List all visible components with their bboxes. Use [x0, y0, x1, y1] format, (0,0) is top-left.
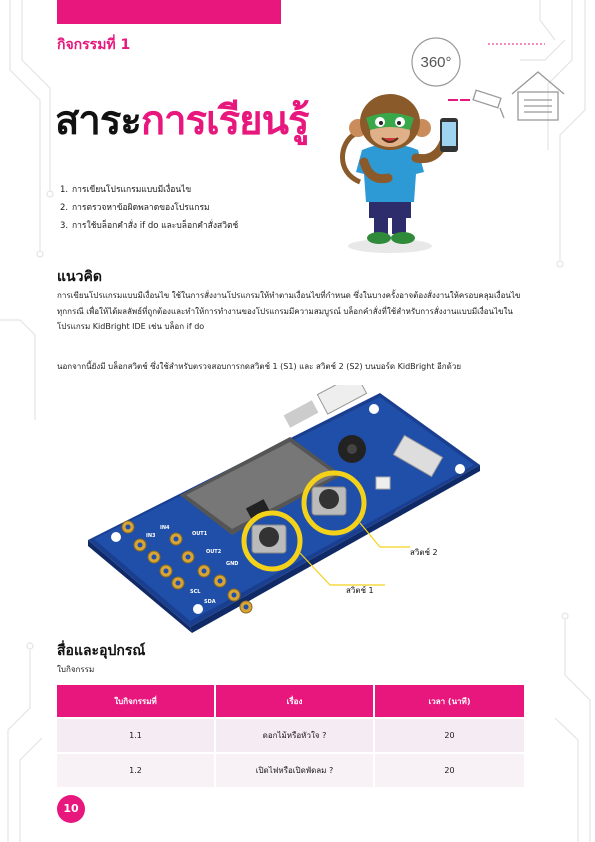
pin-label: OUT2	[206, 549, 222, 555]
activity-table	[57, 685, 524, 787]
concept-paragraph: การเขียนโปรแกรมแบบมีเงื่อนไข ใช้ในการสั่งงานโปรแกรมให้ทำตามเงื่อนไขที่กำหนด ซึ่งในบางครั้งอาจต้องสั่งงานให้ครอบคลุมเงื่อนไขทุกกรณี เพื่อให้ได้ผลลัพธ์ที่ถูกต้องและทำให้การทำงานของโปรแกรมมีความสมบูรณ์ บล็อกคำสั่งที่ใช้สำหรับการสั่งงานแบบมีเงื่อนไขในโปรแกรม KidBright IDE เช่น บล็อก if do	[57, 291, 521, 331]
pin-label: SCL	[190, 589, 201, 595]
kidbright-board-illustration	[80, 385, 510, 635]
pin-label: IN3	[146, 533, 156, 539]
table-header-row	[57, 685, 524, 718]
list-item: 3. การใช้บล็อกคำสั่ง if do และบล็อกคำสั่งสวิตช์	[60, 221, 239, 231]
pin-label: IN4	[160, 525, 170, 531]
switch-1-label: สวิตช์ 1	[346, 586, 374, 595]
page-number: 10	[57, 795, 85, 823]
pin-label: OUT1	[192, 531, 208, 537]
page-title	[55, 88, 308, 152]
activity-label: กิจกรรมที่ 1	[57, 37, 131, 53]
camera-icon	[460, 90, 504, 118]
table-cell: 1.2	[57, 753, 215, 787]
table-cell: 20	[374, 718, 524, 753]
switch-2-label: สวิตช์ 2	[410, 548, 438, 557]
concept-heading: แนวคิด	[57, 269, 102, 285]
switch-1	[252, 525, 286, 553]
pin-label: 5V	[98, 519, 106, 525]
360-icon	[412, 38, 460, 86]
materials-subheading: ใบกิจกรรม	[57, 665, 95, 674]
table-cell: 1.1	[57, 718, 215, 753]
table-row	[57, 718, 524, 753]
list-item: 2. การตรวจหาข้อผิดพลาดของโปรแกรม	[60, 203, 210, 213]
title-part-1: สาระ	[55, 98, 141, 144]
column-header: เรื่อง	[215, 685, 374, 718]
table-cell: เปิดไฟหรือเปิดพัดลม ?	[215, 753, 374, 787]
pin-label: IN2	[138, 499, 148, 505]
house-icon	[512, 72, 564, 120]
objectives-list	[60, 181, 238, 235]
table-cell: 20	[374, 753, 524, 787]
switch-block-paragraph: นอกจากนี้ยังมี บล็อกสวิตช์ ซึ่งใช้สำหรับตรวจสอบการกดสวิตช์ 1 (S1) และ สวิตช์ 2 (S2) บนบอร์ด KidBright อีกด้วย	[57, 362, 462, 371]
list-item: 1. การเขียนโปรแกรมแบบมีเงื่อนไข	[60, 185, 192, 195]
table-row	[57, 753, 524, 787]
pin-label: IN1	[118, 509, 128, 515]
badge-text: 360°	[420, 54, 452, 71]
column-header: ใบกิจกรรมที่	[57, 685, 215, 718]
materials-heading: สื่อและอุปกรณ์	[57, 643, 146, 659]
column-header: เวลา (นาที)	[374, 685, 524, 718]
title-part-2: การเรียนรู้	[140, 98, 309, 144]
switch-2	[312, 487, 346, 515]
table-cell: ดอกไม้หรือหัวใจ ?	[215, 718, 374, 753]
mascot-illustration	[340, 22, 570, 262]
pin-label: SDA	[204, 599, 216, 605]
pin-label: GND	[226, 561, 239, 567]
